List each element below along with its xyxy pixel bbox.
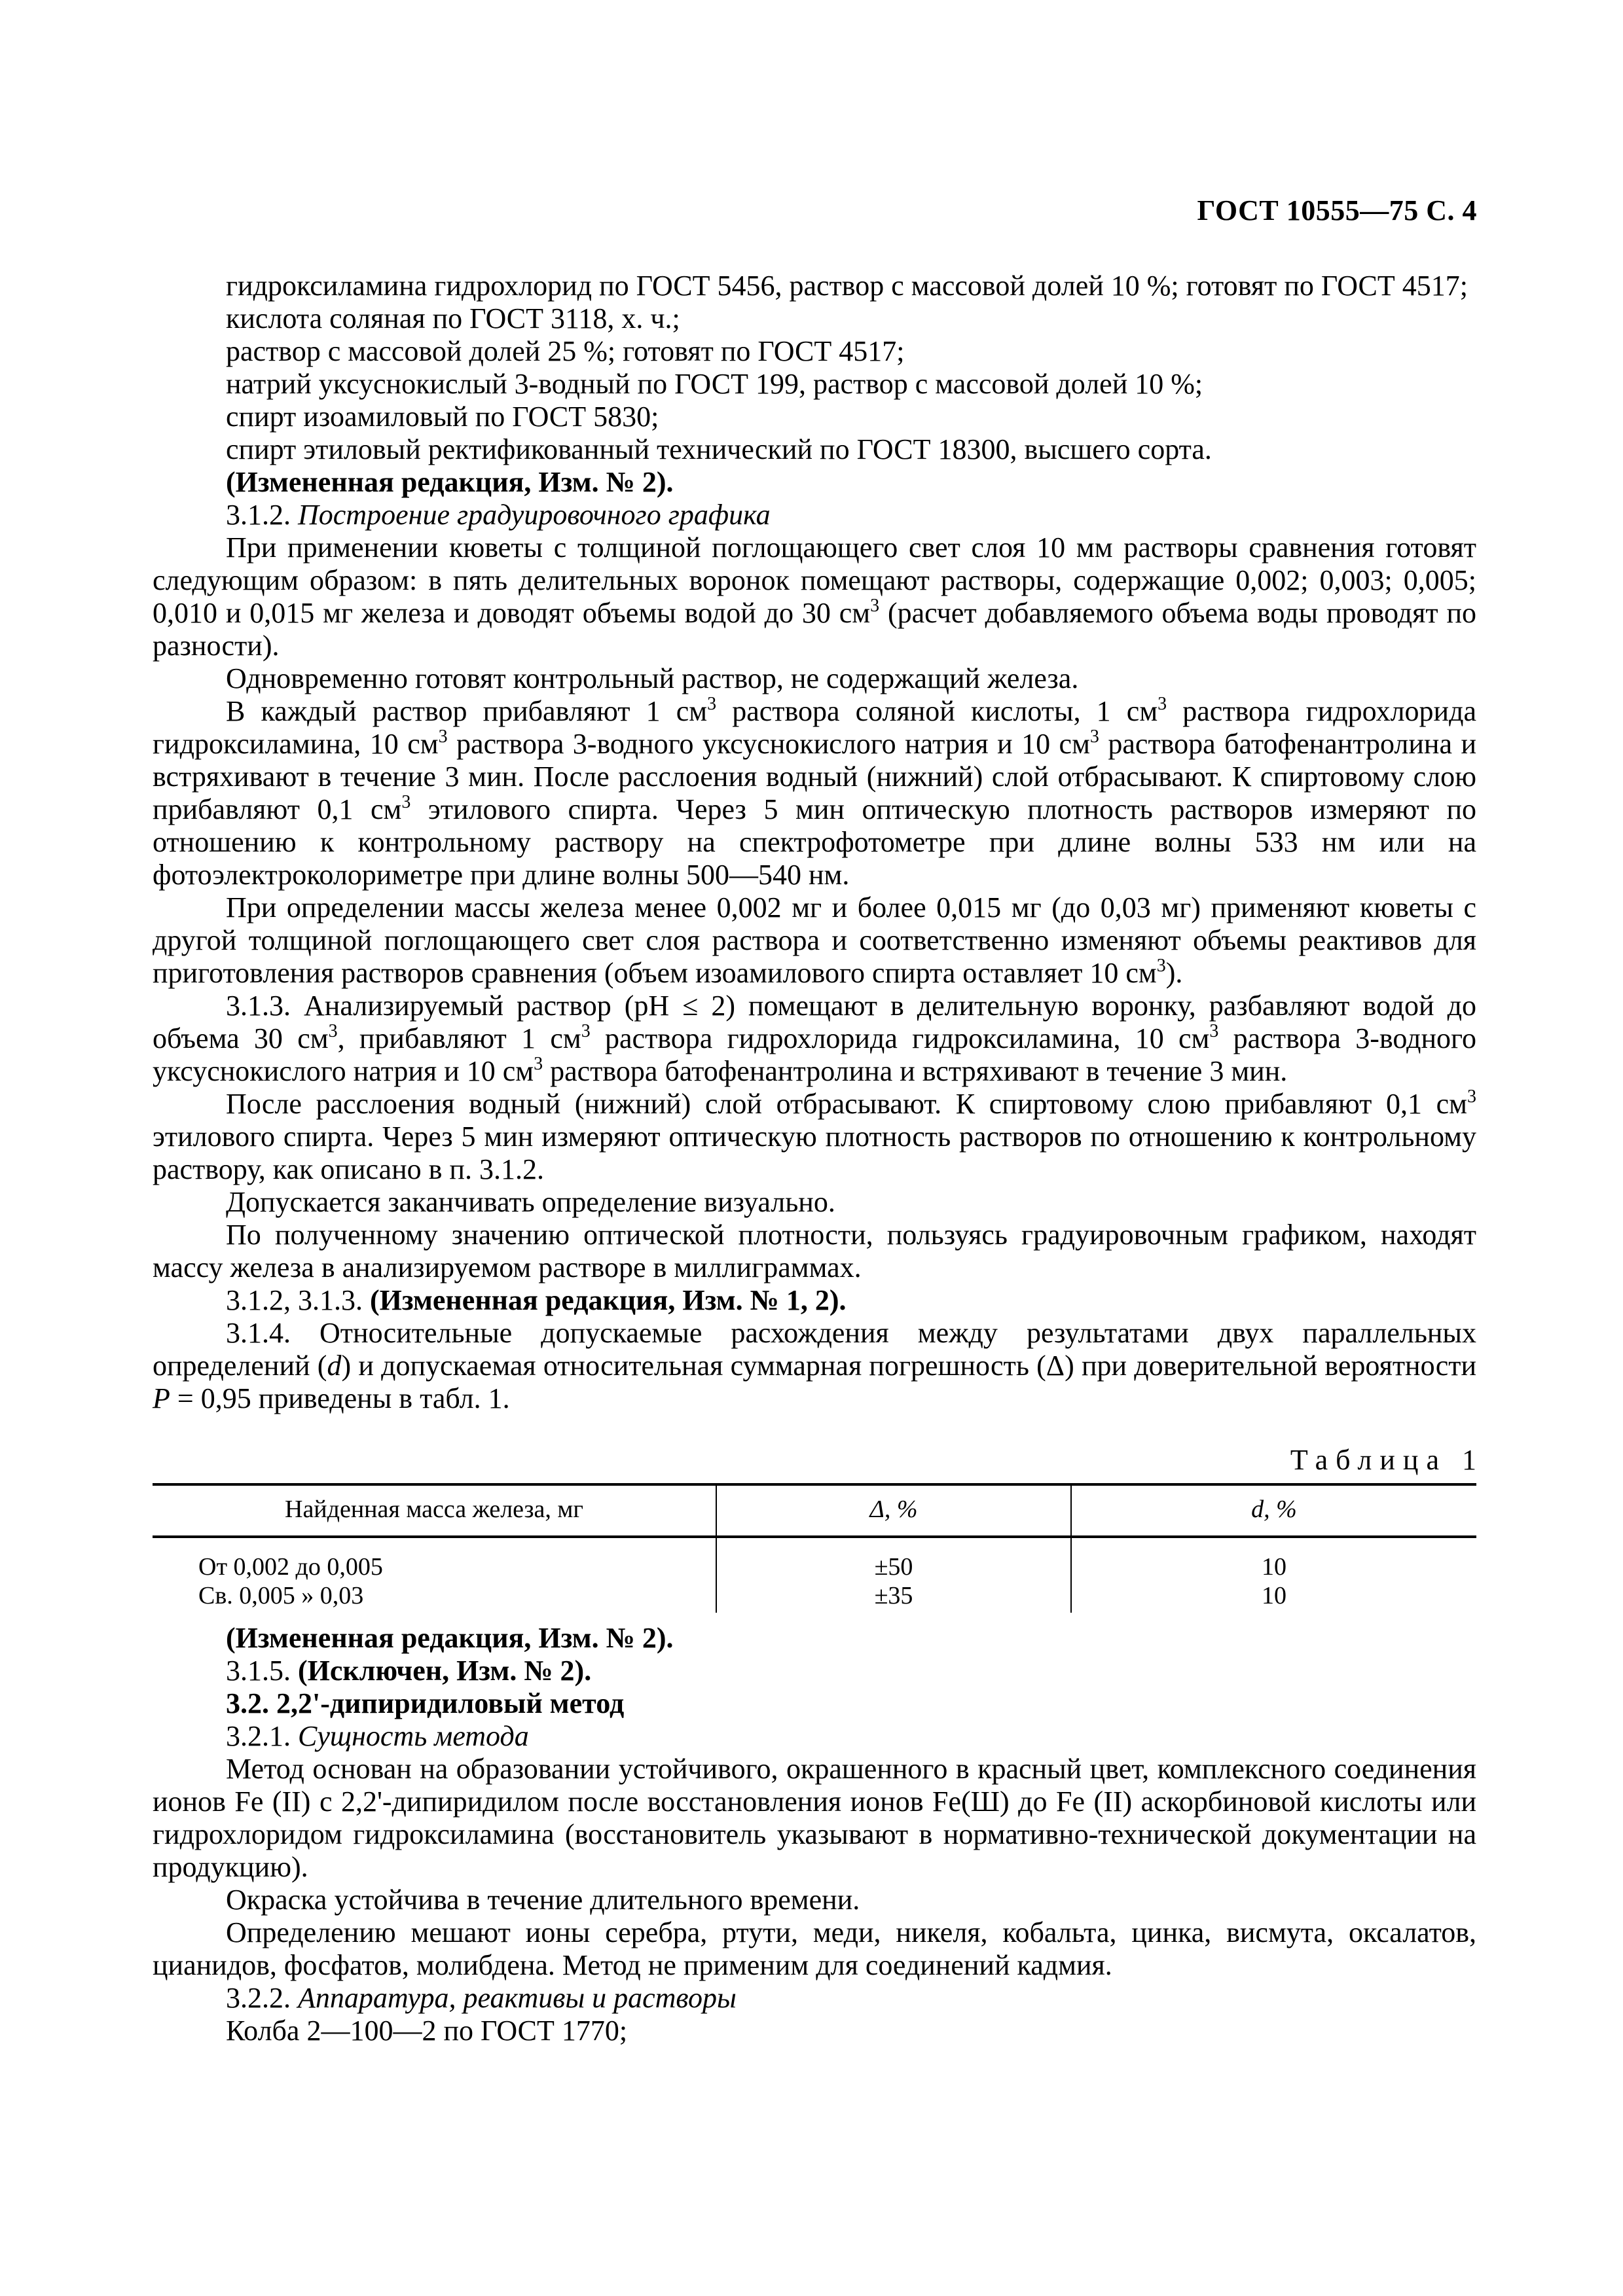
paragraph [153, 990, 1476, 1088]
data-table [153, 1483, 1476, 1613]
cell-line: ±50 [874, 1553, 913, 1581]
section-number: 3.1.5. [226, 1655, 291, 1687]
section-number: 3.2.2. [226, 1982, 291, 2014]
superscript: 3 [870, 596, 880, 616]
section-number: 3.2.1. [226, 1720, 291, 1752]
text-run: 3.1.3. Анализируемый раствор (pH ≤ 2) помещают в делительную воронку, разбавляют водой до объема 30 см [153, 990, 1476, 1054]
text-run: При применении кюветы с толщиной поглощающего свет слоя 10 мм растворы сравнения готовят следующим образом: в пять делительных воронок помещают растворы, содержащие 0,002; 0,003; 0,005; 0,010 и 0,015 мг железа и доводят объемы водой до 30 см [153, 531, 1476, 629]
superscript: 3 [1209, 1021, 1219, 1041]
cell-line: От 0,002 до 0,005 [198, 1553, 383, 1581]
table-cell [716, 1537, 1071, 1613]
paragraph [153, 1317, 1476, 1415]
section-title: Сущность метода [298, 1720, 529, 1752]
reagent-line: гидроксиламина гидрохлорид по ГОСТ 5456, раствор с массовой долей 10 %; готовят по ГОСТ 4517; [226, 270, 1468, 302]
text-run: раствора 3-водного уксуснокислого натрия и 10 см [447, 728, 1090, 760]
paragraph [153, 891, 1476, 990]
paragraph: Определению мешают ионы серебра, ртути, меди, никеля, кобальта, цинка, висмута, оксалатов, цианидов, фосфатов, молибдена. Метод не применим для соединений кадмия. [153, 1916, 1476, 1981]
superscript: 3 [1467, 1086, 1476, 1107]
paragraph: Допускается заканчивать определение визуально. [226, 1186, 835, 1218]
text-run: При определении массы железа менее 0,002 мг и более 0,015 мг (до 0,03 мг) применяют кюветы с другой толщиной поглощающего свет слоя раствора и соответственно изменяют объемы реактивов для приготовления растворов сравнения (объем изоамилового спирта оставляет 10 см [153, 891, 1476, 989]
column-header: Найденная масса железа, мг [153, 1484, 716, 1537]
superscript: 3 [328, 1021, 338, 1041]
superscript: 3 [1156, 956, 1166, 976]
section-title: Аппаратура, реактивы и растворы [298, 1982, 737, 2014]
text-run: = 0,95 приведены в табл. 1. [170, 1382, 510, 1414]
paragraph [153, 695, 1476, 891]
amendment-note: (Измененная редакция, Изм. № 2). [226, 466, 674, 498]
page-header: ГОСТ 10555—75 С. 4 [1197, 194, 1477, 226]
paragraph: Окраска устойчива в течение длительного времени. [226, 1884, 860, 1916]
table-row [153, 1537, 1476, 1613]
paragraph: По полученному значению оптической плотности, пользуясь градуировочным графиком, находят массу железа в анализируемом растворе в миллиграммах. [153, 1219, 1476, 1283]
cell-line: 10 [1262, 1553, 1286, 1581]
text-run: раствора гидрохлорида гидроксиламина, 10 см [153, 695, 1476, 760]
text-run: раствора батофенантролина и встряхивают в течение 3 мин. [543, 1055, 1288, 1087]
text-run: раствора соляной кислоты, 1 см [716, 695, 1158, 727]
cell-line: 10 [1262, 1582, 1286, 1609]
superscript: 3 [1089, 726, 1099, 747]
cell-line: Св. 0,005 » 0,03 [198, 1582, 364, 1609]
text-run: (расчет добавляемого объема воды проводят по разности). [153, 597, 1476, 662]
superscript: 3 [534, 1054, 543, 1074]
amendment-text: (Исключен, Изм. № 2). [298, 1655, 592, 1687]
reagent-line: спирт изоамиловый по ГОСТ 5830; [226, 401, 659, 433]
paragraph [153, 531, 1476, 662]
section-heading-3-1-2 [153, 499, 1476, 531]
cell-line: ±35 [874, 1582, 913, 1609]
section-heading-3-2-2 [153, 1982, 1476, 2015]
superscript: 3 [707, 694, 717, 714]
superscript: 3 [401, 792, 411, 812]
table-header-row [153, 1484, 1476, 1537]
paragraph [153, 1088, 1476, 1186]
section-heading-3-1-5 [153, 1655, 1476, 1687]
text-run-italic: d [327, 1350, 342, 1382]
table-cell [1071, 1537, 1476, 1613]
document-body [153, 270, 1484, 2047]
section-number: 3.1.2, 3.1.3. [226, 1284, 363, 1316]
text-run: этилового спирта. Через 5 мин измеряют оптическую плотность растворов по отношению к контрольному раствору, как описано в п. 3.1.2. [153, 1121, 1476, 1185]
column-header: Δ, % [716, 1484, 1071, 1537]
paragraph: Метод основан на образовании устойчивого, окрашенного в красный цвет, комплексного соединения ионов Fe (II) с 2,2'-дипиридилом после восстановления ионов Fe(Ш) до Fe (II) аскорбиновой кислоты или гидрохлоридом гидроксиламина (восстановитель указывают в нормативно-технической документации на продукцию). [153, 1753, 1476, 1883]
text-run: , прибавляют 1 см [337, 1022, 581, 1054]
amendment-text: (Измененная редакция, Изм. № 1, 2). [370, 1284, 847, 1316]
text-run: раствора гидрохлорида гидроксиламина, 10 см [590, 1022, 1210, 1054]
column-header: d, % [1071, 1484, 1476, 1537]
paragraph: Колба 2—100—2 по ГОСТ 1770; [226, 2015, 628, 2047]
reagent-line: раствор с массовой долей 25 %; готовят по ГОСТ 4517; [226, 335, 905, 367]
reagent-line: спирт этиловый ректификованный технический по ГОСТ 18300, высшего сорта. [226, 433, 1212, 465]
section-title: Построение градуировочного графика [298, 499, 771, 531]
text-run: раствора 3-водного уксуснокислого натрия и 10 см [153, 1022, 1476, 1087]
text-run: После расслоения водный (нижний) слой отбрасывают. К спиртовому слою прибавляют 0,1 см [226, 1088, 1467, 1120]
text-run: 3.1.4. Относительные допускаемые расхождения между результатами двух параллельных определений ( [153, 1317, 1476, 1382]
text-run: ) и допускаемая относительная суммарная погрешность (Δ) при доверительной вероятности [341, 1350, 1476, 1382]
superscript: 3 [438, 726, 448, 747]
reagent-line: кислота соляная по ГОСТ 3118, х. ч.; [226, 302, 680, 334]
text-run: В каждый раствор прибавляют 1 см [226, 695, 708, 727]
table-caption: Таблица 1 [1290, 1444, 1484, 1476]
superscript: 3 [581, 1021, 591, 1041]
text-run: раствора батофенантролина и встряхивают в течение 3 мин. После расслоения водный (нижний) слой отбрасывают. К спиртовому слою прибавляют 0,1 см [153, 728, 1476, 825]
text-run-italic: P [153, 1382, 170, 1414]
amendment-note: (Измененная редакция, Изм. № 2). [226, 1622, 674, 1654]
amendment-note [153, 1284, 1476, 1317]
superscript: 3 [1158, 694, 1167, 714]
paragraph: Одновременно готовят контрольный раствор, не содержащий железа. [226, 662, 1079, 694]
section-heading-3-2: 3.2. 2,2'-дипиридиловый метод [226, 1687, 625, 1719]
section-number: 3.1.2. [226, 499, 291, 531]
table-cell [153, 1537, 716, 1613]
section-heading-3-2-1 [153, 1720, 1476, 1753]
text-run: этилового спирта. Через 5 мин оптическую плотность растворов измеряют по отношению к контрольному раствору на спектрофотометре при длине волны 533 нм или на фотоэлектроколориметре при длине волны 500—540 нм. [153, 793, 1476, 891]
reagent-line: натрий уксуснокислый 3-водный по ГОСТ 199, раствор с массовой долей 10 %; [226, 368, 1203, 400]
text-run: ). [1165, 957, 1183, 989]
